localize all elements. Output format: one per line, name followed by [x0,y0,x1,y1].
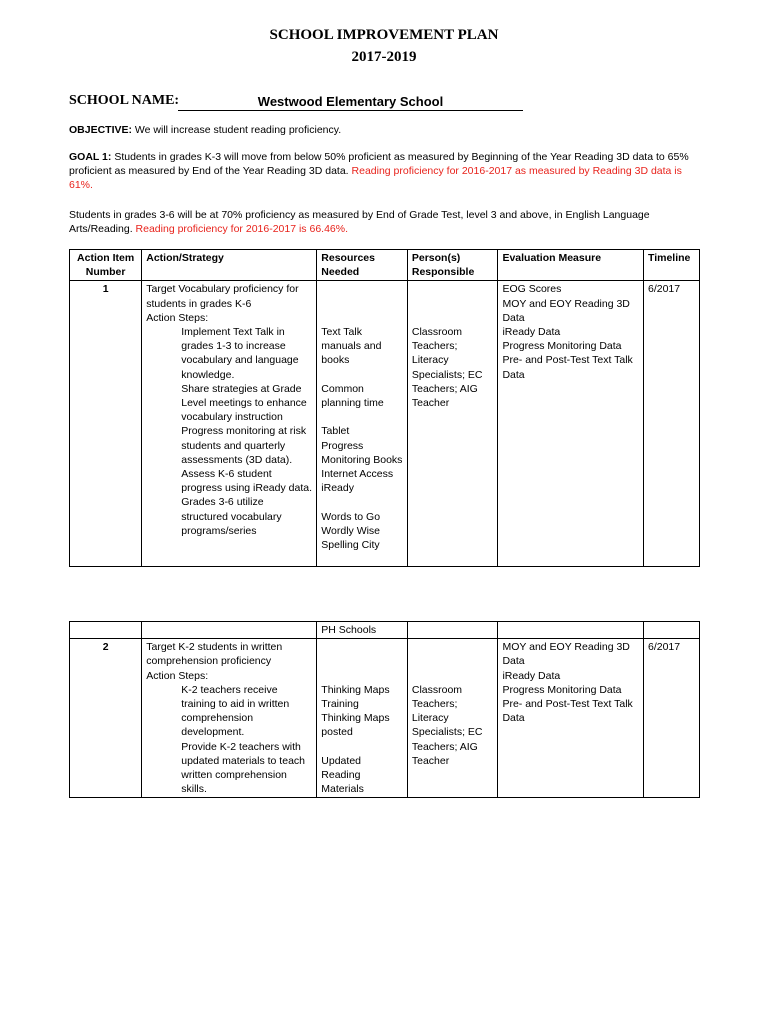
action-step: Implement Text Talk in grades 1-3 to increase vocabulary and language knowledge. [181,326,299,381]
action-strategy-cell [142,281,317,567]
objective-label: OBJECTIVE: [69,124,133,136]
header-persons-responsible: Person(s) Responsible [407,250,498,281]
resource-item: Wordly Wise [321,524,381,537]
goal-1-label: GOAL 1: [69,151,112,163]
resource-item: Common planning time [321,382,384,409]
timeline-cell: 6/2017 [643,639,699,798]
action-item-number: 2 [70,639,142,798]
evaluation-cell [498,639,644,798]
strategy-intro: Target K-2 students in written comprehension proficiency [146,641,283,668]
evaluation-item: Pre- and Post-Test Text Talk Data [502,698,633,725]
header-evaluation-measure: Evaluation Measure [498,250,644,281]
persons-responsible: Classroom Teachers; Literacy Specialists; EC Teachers; AIG Teacher [411,683,483,767]
persons-responsible: Classroom Teachers; Literacy Specialists; EC Teachers; AIG Teacher [411,325,483,409]
resource-item: iReady [321,482,354,495]
resource-item: Thinking Maps Training [321,683,390,710]
resource-item: Internet Access [321,467,394,480]
action-plan-table-2 [69,621,700,798]
goal-1 [69,150,699,193]
header-action-item-number: Action Item Number [70,250,142,281]
resource-continuation: PH Schools [317,622,408,639]
goal-2 [69,208,699,236]
goal-2-text: Students in grades 3-6 will be at 70% proficiency as measured by End of Grade Test, level 3 and above, in English Language Arts/Reading. [69,209,650,236]
resource-item: Tablet [321,425,350,438]
evaluation-item: MOY and EOY Reading 3D Data [502,297,630,324]
evaluation-item: Progress Monitoring Data [502,683,622,696]
resource-item: Thinking Maps posted [321,712,390,739]
school-name-value: Westwood Elementary School [178,94,523,111]
action-item-number: 1 [70,281,142,567]
header-action-strategy: Action/Strategy [142,250,317,281]
goal-2-baseline: Reading proficiency for 2016-2017 is 66.46%. [132,223,349,236]
action-step: Progress monitoring at risk students and quarterly assessments (3D data). [181,425,307,466]
school-name-label: SCHOOL NAME: [69,93,180,108]
action-strategy-cell [142,639,317,798]
action-step: Share strategies at Grade Level meetings to enhance vocabulary instruction [181,382,307,424]
objective-text: We will increase student reading proficiency. [132,124,342,136]
resources-cell [317,281,408,567]
evaluation-item: EOG Scores [502,283,562,296]
strategy-intro: Target Vocabulary proficiency for students in grades K-6 [146,283,299,310]
action-plan-table-1 [69,249,700,567]
goal-1-text: Students in grades K-3 will move from below 50% proficient as measured by Beginning of the Year Reading 3D data to 65% proficient as measured by End of the Year Reading 3D data. [69,151,689,178]
resource-item: Words to Go [321,510,381,523]
action-steps-label: Action Steps: [146,669,209,682]
resource-item: Updated Reading Materials [321,754,364,796]
action-step: Grades 3-6 utilize structured vocabulary programs/series [181,496,282,537]
evaluation-item: MOY and EOY Reading 3D Data [502,641,630,668]
plan-years: 2017-2019 [351,49,417,65]
table-row [70,639,700,798]
persons-cell [407,281,498,567]
timeline-cell: 6/2017 [643,281,699,567]
evaluation-item: Progress Monitoring Data [502,340,622,353]
table-header-row [70,250,700,281]
action-step: Provide K-2 teachers with updated materials to teach written comprehension skills. [181,740,305,796]
action-steps-label: Action Steps: [146,311,209,324]
persons-cell [407,639,498,798]
header-resources-needed: Resources Needed [317,250,408,281]
table-row [70,281,700,567]
document-title: SCHOOL IMPROVEMENT PLAN [269,27,499,43]
evaluation-item: iReady Data [502,326,561,339]
evaluation-item: Pre- and Post-Test Text Talk Data [502,354,633,381]
resources-cell [317,639,408,798]
resource-item: Text Talk manuals and books [321,325,382,367]
objective [69,123,699,137]
evaluation-cell [498,281,644,567]
action-step: K-2 teachers receive training to aid in written comprehension development. [181,683,290,739]
table-row [70,622,700,639]
action-step: Assess K-6 student progress using iReady data. [181,468,312,495]
evaluation-item: iReady Data [502,669,561,682]
resource-item: Spelling City [321,538,380,551]
header-timeline: Timeline [643,250,699,281]
goal-1-baseline: Reading proficiency for 2016-2017 as measured by Reading 3D data is 61%. [69,165,682,192]
resource-item: Progress Monitoring Books [321,439,403,466]
